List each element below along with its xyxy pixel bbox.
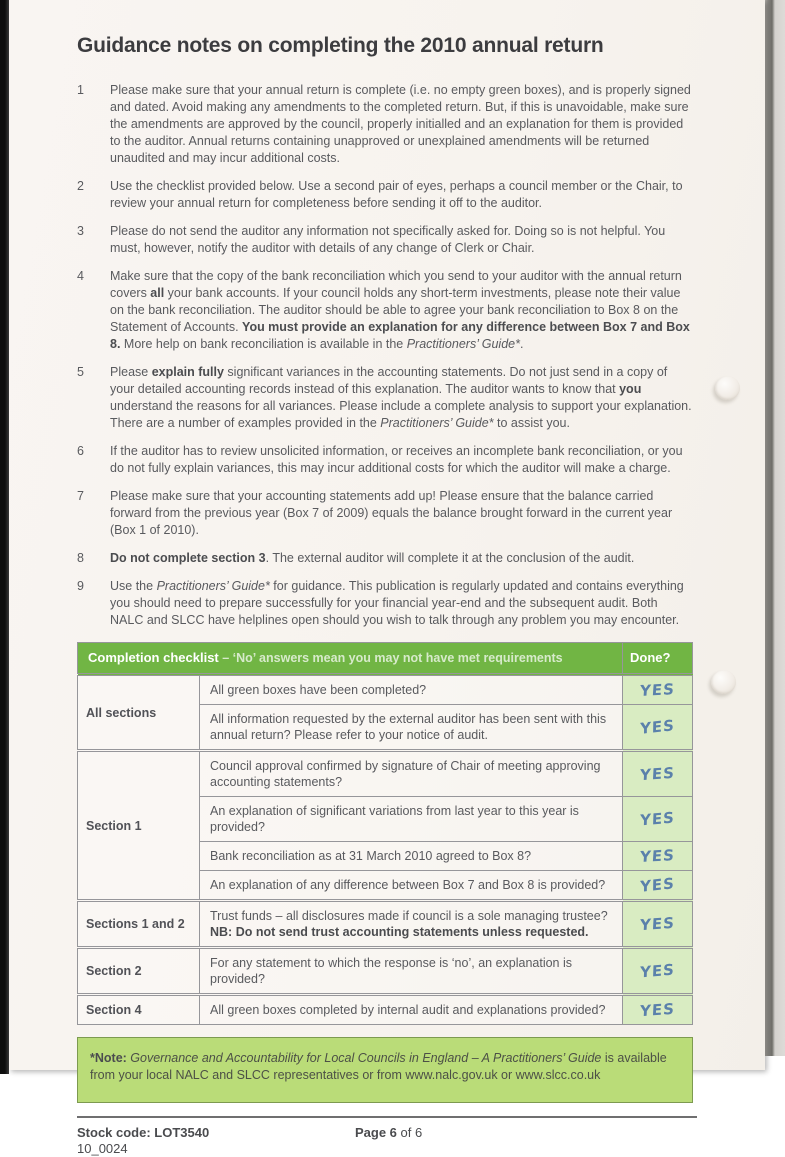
text-segment: Please make sure that your accounting statements add up! Please ensure that the balance carried forward from the previous year (Box 7 of 2009) equals the balance brought forward in the current year (Box 1 of 2010).	[110, 489, 673, 537]
note-text	[110, 578, 693, 629]
handwritten-answer: YES	[639, 959, 676, 982]
note-text	[110, 178, 693, 212]
guidance-note	[77, 578, 693, 629]
stock-code-block	[77, 1125, 355, 1157]
checklist-row	[78, 995, 693, 1025]
handwritten-answer: YES	[639, 913, 676, 934]
section-label-cell: Section 1	[78, 751, 200, 901]
text-segment: .	[519, 337, 524, 351]
question-cell	[200, 675, 623, 705]
handwritten-answer: YES	[639, 715, 676, 738]
text-segment: is available from your local NALC and SLCC representatives or from www.nalc.gov.uk or www.slcc.co.uk	[90, 1051, 667, 1082]
text-segment: to assist you.	[493, 416, 570, 430]
checklist-subtitle: – ‘No’ answers mean you may not have met requirements	[222, 651, 563, 665]
note-number: 6	[77, 444, 84, 458]
guidance-note	[77, 550, 693, 567]
handwritten-answer: YES	[639, 807, 676, 830]
text-segment: Use the	[110, 579, 157, 593]
text-segment: . The external auditor will complete it at the conclusion of the audit.	[265, 551, 635, 565]
text-segment: Bank reconciliation as at 31 March 2010 agreed to Box 8?	[210, 849, 532, 863]
doc-code: 10_0024	[77, 1141, 128, 1156]
text-segment: Please make sure that your annual return is complete (i.e. no empty green boxes), and is properly signed and dated. Avoid making any amendments to the completed return. But, if this is unavoidable, make sure the amendments are approved by the council, properly initialled and an explanation for them is provided to the auditor. Annual returns containing unapproved or unexplained amendments will be returned unaudited and may incur additional costs.	[110, 83, 691, 165]
section-label-cell: All sections	[78, 675, 200, 751]
text-segment: All green boxes have been completed?	[210, 683, 427, 697]
question-cell	[200, 901, 623, 948]
text-segment: you	[619, 382, 642, 396]
text-segment: Council approval confirmed by signature of Chair of meeting approving accounting statements?	[210, 759, 601, 789]
text-segment: significant variances in the accounting statements. Do not just send in a copy of your detailed accounting records instead of this explanation. The auditor wants to know that	[110, 365, 668, 396]
text-segment: NB: Do not send trust accounting statements unless requested.	[210, 925, 589, 939]
text-segment: for guidance. This publication is regularly updated and contains everything you should need to prepare successfully for your financial year-end and the subsequent audit. Both NALC and SLCC have helplines open should you wish to talk through any problem you may encounter.	[110, 579, 684, 627]
scan-background-right	[763, 0, 785, 1056]
checklist-header-cell	[78, 643, 623, 675]
text-segment: Trust funds – all disclosures made if council is a sole managing trustee?	[210, 909, 608, 923]
note-number: 2	[77, 179, 84, 193]
text-segment: You must provide an explanation for any difference between Box 7 and Box 8.	[110, 320, 690, 351]
scan-edge-left	[0, 0, 9, 1074]
text-segment: For any statement to which the response is ‘no’, an explanation is provided?	[210, 956, 573, 986]
handwritten-answer: YES	[639, 999, 676, 1020]
question-cell	[200, 842, 623, 871]
note-text	[110, 268, 693, 353]
punch-hole-top	[715, 376, 740, 400]
stock-code: Stock code: LOT3540	[77, 1125, 210, 1140]
handwritten-answer: YES	[639, 679, 676, 700]
handwritten-answer: YES	[639, 845, 676, 866]
note-number: 1	[77, 83, 84, 97]
guidance-notes-list	[77, 82, 693, 629]
text-segment: An explanation of any difference between Box 7 and Box 8 is provided?	[210, 878, 606, 892]
checklist-title: Completion checklist	[88, 650, 219, 665]
text-segment: All information requested by the external auditor has been sent with this annual return? Please refer to your notice of audit.	[210, 712, 607, 742]
page-number: Page 6 of 6	[355, 1125, 423, 1140]
handwritten-answer: YES	[639, 763, 676, 784]
punch-hole-bottom	[711, 670, 736, 694]
done-cell	[623, 705, 693, 751]
question-cell	[200, 871, 623, 901]
text-segment: understand the reasons for all variances. Please include a complete analysis to support your explanation. There are a number of examples provided in the	[110, 399, 692, 430]
checklist-row	[78, 751, 693, 797]
checklist-header-row	[78, 643, 693, 675]
section-label-cell: Section 2	[78, 948, 200, 995]
note-number: 9	[77, 579, 84, 593]
page-content	[77, 0, 693, 1157]
text-segment: Practitioners’ Guide*	[156, 579, 270, 593]
text-segment: Please	[110, 365, 152, 379]
footnote-box	[77, 1037, 693, 1103]
done-cell	[623, 842, 693, 871]
completion-checklist-table	[77, 642, 693, 1025]
footer-divider	[77, 1116, 697, 1118]
guidance-note	[77, 443, 693, 477]
checklist-row	[78, 948, 693, 995]
text-segment: Do not complete section 3	[110, 551, 266, 565]
done-column-header: Done?	[623, 643, 693, 675]
note-number: 3	[77, 224, 84, 238]
guidance-note	[77, 223, 693, 257]
handwritten-answer: YES	[639, 873, 676, 896]
text-segment: Please do not send the auditor any information not specifically asked for. Doing so is not helpful. You must, however, notify the auditor with details of any change of Clerk or Chair.	[110, 224, 666, 255]
done-cell	[623, 901, 693, 948]
done-cell	[623, 797, 693, 842]
question-cell	[200, 995, 623, 1025]
done-cell	[623, 995, 693, 1025]
note-text	[110, 82, 693, 167]
note-text	[110, 488, 693, 539]
text-segment: Practitioners’ Guide*	[380, 416, 494, 430]
question-cell	[200, 705, 623, 751]
note-text	[110, 550, 693, 567]
paper-sheet	[9, 0, 765, 1156]
text-segment: explain fully	[151, 365, 224, 379]
page-title: Guidance notes on completing the 2010 annual return	[77, 34, 604, 57]
done-cell	[623, 675, 693, 705]
guidance-note	[77, 178, 693, 212]
text-segment: If the auditor has to review unsolicited information, or receives an incomplete bank reconciliation, or you do not fully explain variances, this may incur additional costs for which the auditor will make a charge.	[110, 444, 683, 475]
section-label-cell: Sections 1 and 2	[78, 901, 200, 948]
guidance-note	[77, 488, 693, 539]
text-segment: *Note:	[90, 1051, 131, 1065]
text-segment: Governance and Accountability for Local Councils in England – A Practitioners’ Guide	[130, 1051, 602, 1065]
note-number: 4	[77, 269, 84, 283]
question-cell	[200, 797, 623, 842]
text-segment: your bank accounts. If your council holds any short-term investments, please note their value on the bank reconciliation. The auditor should be able to agree your bank reconciliation to Box 8 on the Statement of Accounts.	[110, 286, 681, 334]
note-number: 5	[77, 365, 84, 379]
guidance-note	[77, 82, 693, 167]
question-cell	[200, 751, 623, 797]
guidance-note	[77, 364, 693, 432]
checklist-row	[78, 675, 693, 705]
text-segment: Make sure that the copy of the bank reconciliation which you send to your auditor with the annual return covers	[110, 269, 682, 300]
done-cell	[623, 871, 693, 901]
text-segment: An explanation of significant variations from last year to this year is provided?	[210, 804, 579, 834]
note-number: 8	[77, 551, 84, 565]
note-text	[110, 223, 693, 257]
text-segment: Practitioners’ Guide*	[406, 337, 520, 351]
guidance-note	[77, 268, 693, 353]
question-cell	[200, 948, 623, 995]
text-segment: Use the checklist provided below. Use a second pair of eyes, perhaps a council member or the Chair, to review your annual return for completeness before sending it off to the auditor.	[110, 179, 683, 210]
note-text	[110, 443, 693, 477]
done-cell	[623, 751, 693, 797]
text-segment: all	[150, 286, 165, 300]
checklist-row	[78, 901, 693, 948]
text-segment: All green boxes completed by internal audit and explanations provided?	[210, 1003, 606, 1017]
text-segment: More help on bank reconciliation is available in the	[120, 337, 407, 351]
section-label-cell: Section 4	[78, 995, 200, 1025]
done-cell	[623, 948, 693, 995]
page-footer	[77, 1125, 693, 1157]
note-number: 7	[77, 489, 84, 503]
note-text	[110, 364, 693, 432]
